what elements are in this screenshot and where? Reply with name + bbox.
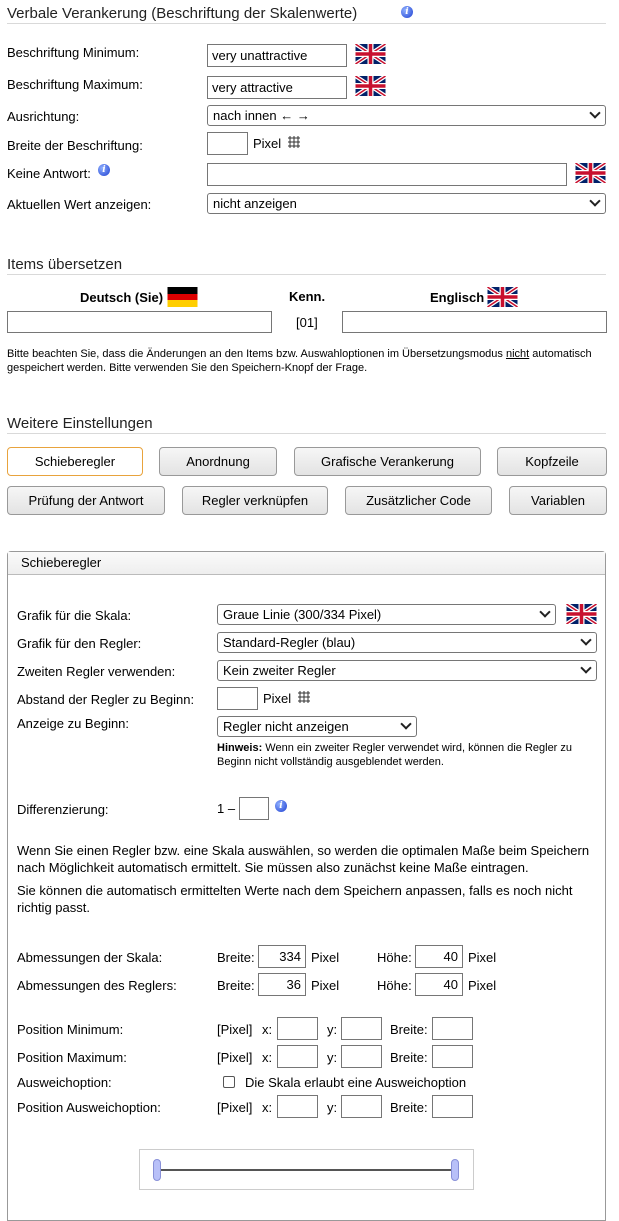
scale-graphic-label: Grafik für die Skala: (17, 608, 132, 623)
para-line: nach Möglichkeit automatisch ermittelt. Sie müssen also zunächst keine Maße eintragen. (17, 860, 529, 875)
alt-checkbox-label[interactable]: Die Skala erlaubt eine Ausweichoption (245, 1075, 467, 1090)
diff-label: Differenzierung: (17, 802, 109, 817)
divider (7, 274, 606, 275)
info-icon[interactable]: i (275, 800, 287, 812)
pixel-bracket: [Pixel] (217, 1022, 253, 1037)
pixel-bracket: [Pixel] (217, 1100, 253, 1115)
min-input[interactable]: very unattractive (207, 44, 347, 67)
pixel-bracket: [Pixel] (217, 1050, 253, 1065)
alt-label: Ausweichoption: (17, 1075, 112, 1090)
note-text: automatisch (529, 348, 592, 360)
alt-checkbox[interactable] (223, 1076, 235, 1088)
col-english: Englisch (430, 290, 485, 305)
auto-size-paragraph (17, 842, 589, 876)
handle-dim-label: Abmessungen des Reglers: (17, 978, 177, 993)
orientation-value: nach innen ← → (213, 108, 310, 123)
orientation-label: Ausrichtung: (7, 109, 80, 124)
uk-flag-icon[interactable] (575, 163, 606, 183)
pixel-unit: Pixel (263, 691, 292, 706)
current-value-label: Aktuellen Wert anzeigen: (7, 197, 152, 212)
label-width-label: Breite der Beschriftung: (7, 138, 143, 153)
hint-text (217, 741, 572, 769)
pixel-unit: Pixel (311, 950, 340, 965)
hint-bold: Hinweis: (217, 742, 263, 754)
panel-header (8, 552, 605, 575)
x-label: x: (262, 1050, 273, 1065)
max-label: Beschriftung Maximum: (7, 77, 143, 92)
width-label: Breite: (390, 1022, 428, 1037)
diff-prefix: 1 – (217, 801, 236, 816)
tab-variablen[interactable]: Variablen (509, 486, 607, 515)
pos-min-y-input[interactable] (341, 1017, 382, 1040)
y-label: y: (327, 1050, 338, 1065)
para-line: Wenn Sie einen Regler bzw. eine Skala auswählen, so werden die optimalen Maße beim Speichern (17, 843, 590, 858)
hint-body: Wenn ein zweiter Regler verwendet wird, können die Regler zu (262, 742, 573, 754)
slider-preview (139, 1149, 474, 1190)
orientation-select[interactable] (207, 105, 606, 126)
tab-regler-verknuepfen[interactable]: Regler verknüpfen (182, 486, 328, 515)
measure-icon[interactable] (287, 135, 301, 149)
scale-width-input[interactable]: 334 (258, 945, 306, 968)
x-label: x: (262, 1100, 273, 1115)
pos-min-width-input[interactable] (432, 1017, 473, 1040)
pos-alt-label: Position Ausweichoption: (17, 1100, 161, 1115)
scale-dim-label: Abmessungen der Skala: (17, 950, 163, 965)
tab-kopfzeile[interactable]: Kopfzeile (497, 447, 607, 476)
section-title-settings: Weitere Einstellungen (7, 415, 153, 432)
col-german: Deutsch (Sie) (80, 290, 164, 305)
chevron-down-icon (589, 195, 600, 206)
german-flag-icon (167, 287, 198, 307)
distance-label: Abstand der Regler zu Beginn: (17, 692, 195, 707)
handle-graphic-select[interactable] (217, 632, 597, 653)
noanswer-label: Keine Antwort: (7, 166, 91, 181)
para-line: richtig passt. (17, 900, 90, 915)
tab-schieberegler[interactable]: Schieberegler (7, 447, 143, 476)
uk-flag-icon[interactable] (566, 604, 597, 624)
uk-flag-icon (487, 287, 518, 307)
section-title-verbal (7, 5, 357, 22)
english-item-input[interactable] (342, 311, 607, 333)
slider-handle-max[interactable] (451, 1159, 459, 1181)
pos-alt-y-input[interactable] (341, 1095, 382, 1118)
translate-note (7, 347, 592, 375)
divider (7, 23, 606, 24)
chevron-down-icon (580, 634, 591, 645)
handle-height-input[interactable]: 40 (415, 973, 463, 996)
slider-track (157, 1169, 457, 1171)
min-label: Beschriftung Minimum: (7, 45, 140, 60)
height-label: Höhe: (377, 950, 412, 965)
chevron-down-icon (589, 107, 600, 118)
scale-graphic-select[interactable] (217, 604, 556, 625)
chevron-down-icon (580, 662, 591, 673)
german-item-input[interactable] (7, 311, 272, 333)
chevron-down-icon (400, 718, 411, 729)
second-slider-select[interactable] (217, 660, 597, 681)
current-value-value: nicht anzeigen (213, 196, 297, 211)
handle-graphic-label: Grafik für den Regler: (17, 636, 142, 651)
note-text: gespeichert werden. Bitte verwenden Sie den Speichern-Knopf der Frage. (7, 362, 368, 374)
measure-icon[interactable] (297, 690, 311, 704)
note-emphasis: nicht (505, 348, 530, 360)
chevron-down-icon (539, 606, 550, 617)
width-label: Breite: (217, 978, 255, 993)
pos-max-x-input[interactable] (277, 1045, 318, 1068)
handle-graphic-value: Standard-Regler (blau) (223, 635, 356, 650)
info-icon[interactable]: i (401, 6, 413, 18)
pos-min-x-input[interactable] (277, 1017, 318, 1040)
divider (7, 433, 606, 434)
panel-title: Schieberegler (21, 555, 102, 570)
distance-input[interactable] (217, 687, 258, 710)
hint-body: Beginn nicht vollständig ausgeblendet werden. (217, 756, 444, 768)
display-value: Regler nicht anzeigen (223, 719, 349, 734)
adjust-paragraph (17, 882, 572, 916)
tab-zusaetzlicher-code[interactable]: Zusätzlicher Code (345, 486, 492, 515)
pos-min-label: Position Minimum: (17, 1022, 124, 1037)
pixel-unit: Pixel (311, 978, 340, 993)
tab-anordnung[interactable]: Anordnung (159, 447, 277, 476)
tab-pruefung[interactable]: Prüfung der Antwort (7, 486, 165, 515)
diff-input[interactable] (239, 797, 269, 820)
pixel-unit: Pixel (468, 950, 497, 965)
uk-flag-icon[interactable] (355, 76, 386, 96)
second-slider-value: Kein zweiter Regler (223, 663, 336, 678)
second-slider-label: Zweiten Regler verwenden: (17, 664, 176, 679)
noanswer-input[interactable] (207, 163, 567, 186)
width-label: Breite: (390, 1100, 428, 1115)
pos-max-y-input[interactable] (341, 1045, 382, 1068)
para-line: Sie können die automatisch ermittelten Werte nach dem Speichern anpassen, falls es noch nicht (17, 883, 573, 898)
label-width-input[interactable] (207, 132, 248, 155)
display-select[interactable] (217, 716, 417, 737)
slider-handle-min[interactable] (153, 1159, 161, 1181)
section-title-translate: Items übersetzen (7, 256, 123, 273)
pixel-unit: Pixel (253, 136, 282, 151)
scale-graphic-value: Graue Linie (300/334 Pixel) (223, 607, 382, 622)
info-icon[interactable]: i (98, 164, 110, 176)
pos-alt-width-input[interactable] (432, 1095, 473, 1118)
col-id: Kenn. (289, 289, 326, 304)
y-label: y: (327, 1100, 338, 1115)
pos-alt-x-input[interactable] (277, 1095, 318, 1118)
verbal-title-text: Verbale Verankerung (Beschriftung der Skalenwerte) (7, 5, 358, 22)
pixel-unit: Pixel (468, 978, 497, 993)
x-label: x: (262, 1022, 273, 1037)
handle-width-input[interactable]: 36 (258, 973, 306, 996)
width-label: Breite: (217, 950, 255, 965)
item-id: [01] (296, 315, 318, 330)
pos-max-label: Position Maximum: (17, 1050, 127, 1065)
width-label: Breite: (390, 1050, 428, 1065)
current-value-select[interactable] (207, 193, 606, 214)
scale-height-input[interactable]: 40 (415, 945, 463, 968)
height-label: Höhe: (377, 978, 412, 993)
y-label: y: (327, 1022, 338, 1037)
note-text: Bitte beachten Sie, dass die Änderungen an den Items bzw. Auswahloptionen im Übersetzungsmodus (7, 348, 506, 360)
pos-max-width-input[interactable] (432, 1045, 473, 1068)
max-input[interactable]: very attractive (207, 76, 347, 99)
uk-flag-icon[interactable] (355, 44, 386, 64)
tab-grafische-verankerung[interactable]: Grafische Verankerung (294, 447, 481, 476)
display-label: Anzeige zu Beginn: (17, 716, 130, 731)
